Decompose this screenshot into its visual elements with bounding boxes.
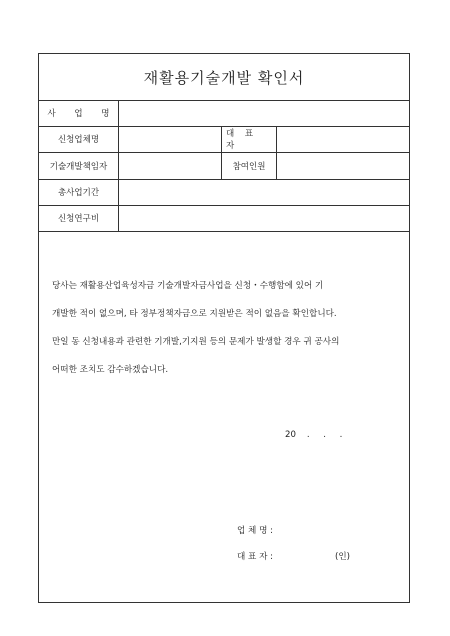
tech-lead-label: 기술개발책임자: [39, 152, 119, 179]
applicant-company-row: [39, 126, 409, 153]
participants-label: 참여인원: [221, 152, 277, 179]
business-name-row: [39, 100, 409, 127]
tech-lead-row: [39, 152, 409, 180]
declaration-line: 당사는 재활용산업육성자금 기술개발자금사업을 신청・수행함에 있어 기: [52, 281, 324, 291]
declaration-line: 어떠한 조치도 감수하겠습니다.: [52, 365, 169, 375]
declaration-line: 개발한 적이 없으며, 타 정부정책자금으로 지원받은 적이 없음을 확인합니다.: [52, 309, 337, 319]
form-title: 재활용기술개발 확인서: [39, 54, 409, 101]
declaration-line: 만일 동 신청내용과 관련한 기개발,기지원 등의 문제가 발생할 경우 귀 공사의: [52, 337, 340, 347]
business-name-label: 사 업 명: [39, 100, 119, 126]
seal-mark: (인): [335, 552, 351, 562]
research-fund-label: 신청연구비: [39, 205, 119, 231]
total-period-label: 총사업기간: [39, 179, 119, 205]
total-period-row: [39, 179, 409, 206]
confirmation-form: [38, 53, 410, 603]
declaration-text: [52, 272, 402, 384]
representative-label: 대 표 자: [221, 126, 277, 152]
representative-signature-label: 대 표 자 :: [237, 552, 273, 562]
applicant-company-label: 신청업체명: [39, 126, 119, 152]
company-name-label: 업 체 명 :: [237, 526, 273, 536]
date-line: 20 . . .: [285, 430, 343, 440]
research-fund-row: [39, 205, 409, 232]
